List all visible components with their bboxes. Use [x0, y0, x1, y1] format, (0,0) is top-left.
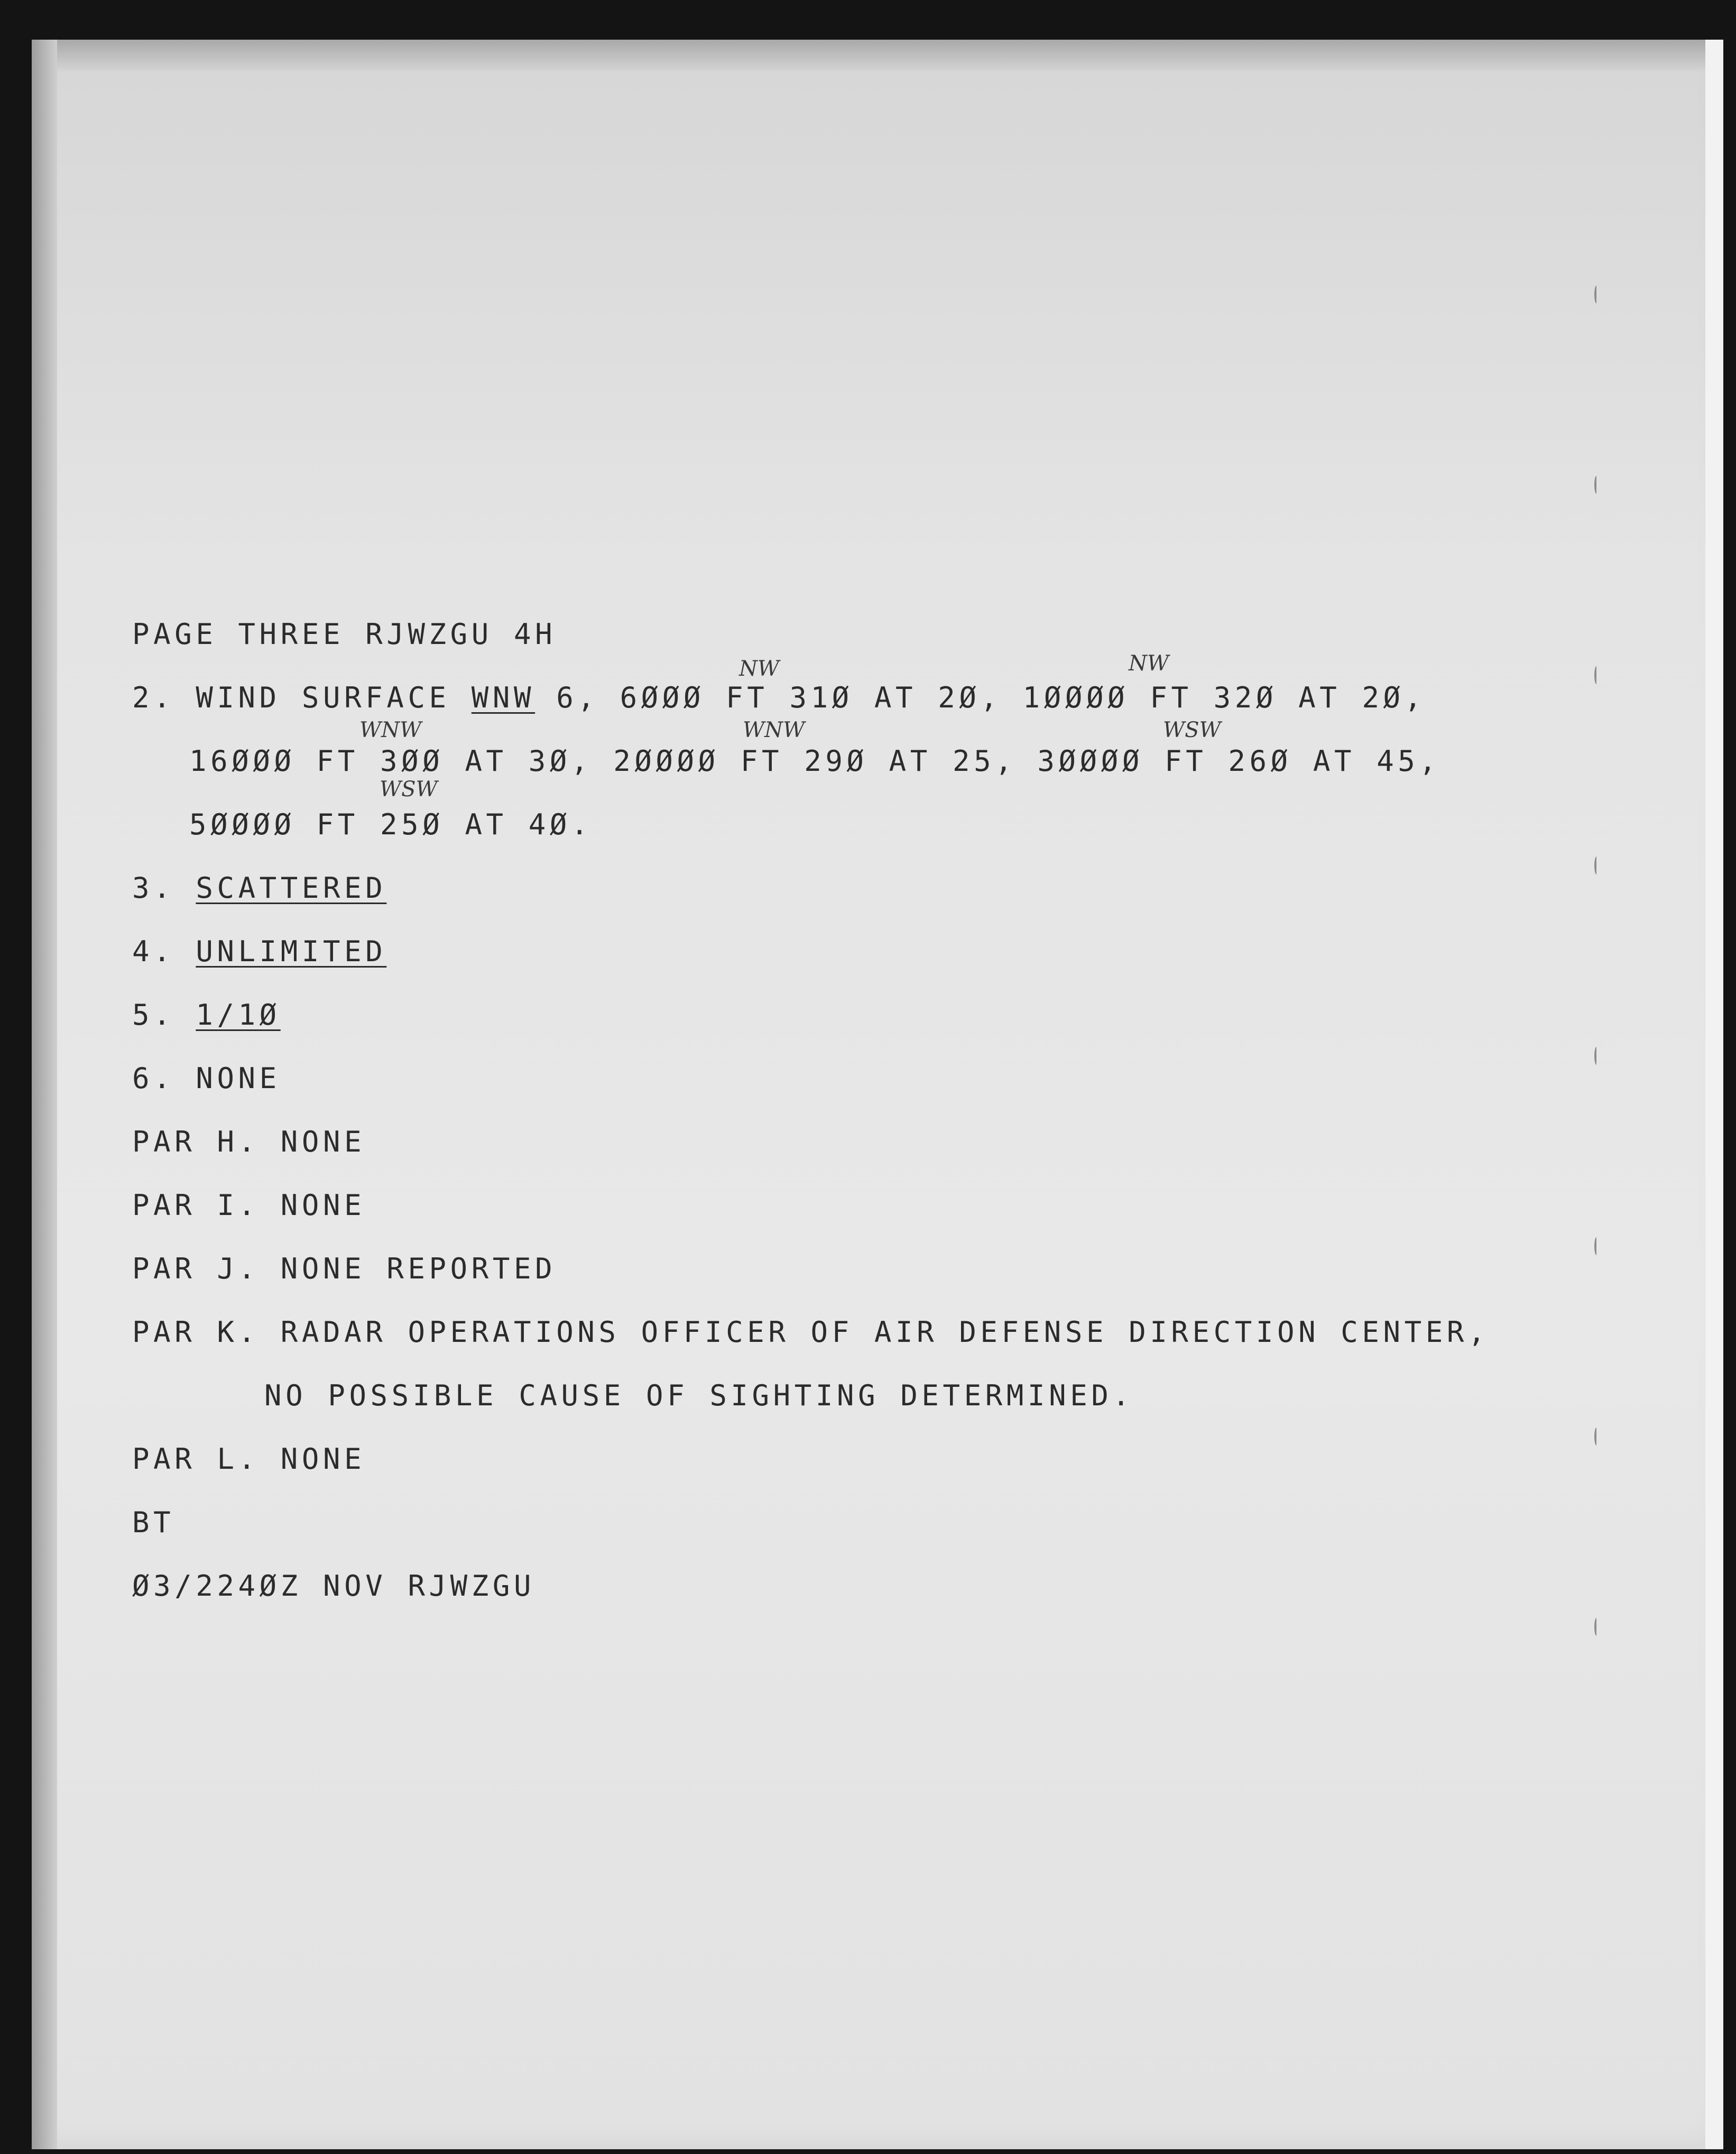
par-k-line-1: PAR K. RADAR OPERATIONS OFFICER OF AIR DEFENSE DIRECTION CENTER,: [132, 1315, 1490, 1349]
item-2-line-1: [132, 681, 1426, 715]
handwritten-note-above-250: WSW: [380, 777, 438, 802]
handwritten-note-above-300: WNW: [359, 718, 422, 742]
item-2-line-2: 16ØØØ FT 3ØØ AT 3Ø, 2ØØØØ FT 29Ø AT 25, 3ØØØØ FT 26Ø AT 45,: [189, 744, 1440, 778]
page-header: PAGE THREE RJWZGU 4H: [132, 618, 557, 651]
item-2-prefix: 2. WIND SURFACE: [132, 681, 472, 714]
margin-mark: [1594, 1047, 1599, 1065]
scan-edge-left: [32, 40, 57, 2149]
item-2-surface-direction: WNW: [471, 681, 535, 714]
par-i: PAR I. NONE: [132, 1189, 366, 1222]
item-2-line-1-rest: 6, 6ØØØ FT 31Ø AT 2Ø, 1ØØØØ FT 32Ø AT 2Ø,: [535, 681, 1426, 714]
item-3-number: 3.: [132, 871, 196, 905]
par-l: PAR L. NONE: [132, 1442, 366, 1476]
scan-edge-right: [1705, 40, 1723, 2149]
margin-mark: [1594, 476, 1599, 494]
margin-mark: [1594, 1618, 1599, 1636]
handwritten-note-above-310: NW: [739, 657, 780, 681]
par-h: PAR H. NONE: [132, 1125, 366, 1158]
margin-mark: [1594, 286, 1599, 303]
item-5-value: 1/1Ø: [196, 998, 281, 1032]
handwritten-note-above-290: WNW: [743, 718, 805, 742]
item-4-number: 4.: [132, 935, 196, 968]
item-5: [132, 998, 281, 1032]
item-5-number: 5.: [132, 998, 196, 1032]
handwritten-note-above-320: NW: [1129, 651, 1169, 676]
item-4-value: UNLIMITED: [196, 935, 387, 968]
par-k-line-2: NO POSSIBLE CAUSE OF SIGHTING DETERMINED.: [264, 1379, 1134, 1412]
handwritten-note-above-260: WSW: [1163, 718, 1221, 742]
item-4: [132, 935, 386, 969]
item-3: [132, 871, 386, 905]
scan-edge-top: [32, 40, 1723, 71]
margin-mark: [1594, 1237, 1599, 1255]
par-j: PAR J. NONE REPORTED: [132, 1252, 557, 1285]
margin-mark: [1594, 857, 1599, 875]
break-marker: BT: [132, 1506, 175, 1539]
date-time-group: Ø3/224ØZ NOV RJWZGU: [132, 1569, 535, 1603]
margin-mark: [1594, 1428, 1599, 1446]
item-2-line-3: 5ØØØØ FT 25Ø AT 4Ø.: [189, 808, 593, 841]
item-3-value: SCATTERED: [196, 871, 387, 905]
document-page: [32, 40, 1723, 2149]
margin-mark: [1594, 666, 1599, 684]
item-6: 6. NONE: [132, 1062, 281, 1095]
